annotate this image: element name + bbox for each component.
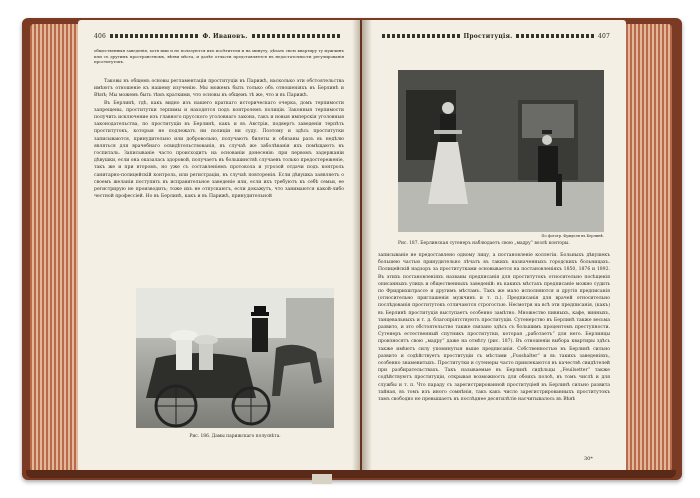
left-running-title: Ф. Ивановъ. bbox=[202, 32, 248, 40]
figure-186-photo bbox=[136, 288, 334, 428]
left-page bbox=[78, 20, 360, 472]
left-body-text bbox=[94, 78, 344, 278]
figure-187-credit: По фотогр. Фриделя въ Берлинѣ. bbox=[541, 234, 604, 238]
carriage-scene-illustration bbox=[136, 288, 334, 428]
ornament-rule bbox=[382, 34, 460, 38]
body-paragraph: Въ Берлинѣ, гдѣ, какъ видно изъ нашего краткаго историческаго очерка, домъ терпимости запрещены, проститутки терпимы и находятся подъ контролемъ полиціи. Законныя терпимости получить исключение изъ главного прусского уголовнаго закона, такъ и новыя имперскія уголовныя законодательства, по проституціи въ Берлинѣ, какъ и въ Австріи, подвергъ заведенія терпѣть проститутокъ, которыя не подлежатъ ни полиціи ни суду. Поэтому и здѣсь проститутки записываются, принудительно или добровольно, получаютъ билеты и обязаны разъ въ недѣлю являться для врачебнаго освидѣтельствованія, въ случаѣ же заболѣванія ихъ помѣщаютъ въ госпиталь. Записываніе часто происходитъ на основаніи донесенія: при первомъ задержаніи дѣвушки, если она оказалась здоровой, получаетъ въ большинствѣ случаевъ только предостереженіе, такъ же и при второмъ, но уже съ составленіемъ протокола и угрозой отдачи подъ контроль санитарно-полицейскій контроль, или регистраціи, въ случаѣ повторенія. Если дѣвушка заявляетъ о своемъ желаніи поступить въ исправительное заведеніе или, если ихъ требуютъ къ себѣ семьи, ее регистрирую не производить; тоже ихъ не отпускаютъ, если докажутъ, что занимаются какой-либо честной профессіей. Но въ Берлинѣ, какъ и въ Парижѣ, принудительной bbox=[94, 100, 344, 200]
body-paragraph: записываніе не предоставлено одному лицу, а постановленіе коллегіи. Больныхъ дѣвушекъ большею частью принудительно лѣчатъ въ такихъ назначенныхъ городскихъ больницахъ. Полицейскій надзоръ за проститутками основывается на постановленіяхъ 1850, 1876 и 1892. Въ этихъ постановленіяхъ названы предписанія для проститутокъ относительно посѣщенія описанныхъ улицъ и общественныхъ заведеній: въ какихъ мѣстахъ предписаніе можно судить по Фридрихштрассе и другимъ мѣстамъ. Такъ же мало исполняются и другія предписанія (относительно приглашенія мужчинъ и т. п.). Предписанія для врачей относительно послѣдованія проститутокъ отличаются строгостью. Несмотря на всѣ эти предписанія, (какъ) въ Берлинѣ проституція выступаетъ особенно замѣтно. Множество пивныхъ, кафе, винныхъ, танцевальныхъ и т. д. благопріятствуютъ проституціи. Сутенерство въ Берлинѣ также весьма развито, и это обстоятельство также связано здѣсь съ большимъ процентомъ преступности. Сутенеръ естественный спутникъ проститутки, которая „работаетъ“ для него. Берлинцы произносятъ свою „мадру“ даже на отмѣту (рис. 187). Въ отношеніи выбора квартиры здѣсь также имѣютъ силу упомянутыя выше предписанія. Собственностью въ Берлинѣ сильно развито и содѣйствуетъ проституціи съ мѣстами „Fusshalter“ и въ такихъ заведеніяхъ, особенно знаменитыхъ. Проститутки и сутенеры часто привлекаются въ качествѣ свидѣтелей при разбирательствахъ. Такъ называемые въ Берлинѣ сидѣльцы „Feuilsetter“ также содѣйствуютъ проституціи, открывая возможность для обоихъ полоѣ, въ томъ числѣ и для службы и т. п. Что параду съ зарегистрированной проституціей въ Берлинѣ сильно развита тайная, въ томъ изъ иного сомнѣнія, такъ какъ число зарегистрированныхъ проститутокъ тамъ свободно не превышаетъ въ послѣднее десятилѣтіе насчитывалось въ Вѣнѣ bbox=[378, 253, 610, 403]
signature-mark: 30* bbox=[584, 456, 593, 462]
left-page-number: 406 bbox=[94, 32, 107, 40]
figure-186-caption: Рис. 186. Дамы парижскаго полусвѣта. bbox=[189, 434, 281, 439]
book-bottom-edge bbox=[26, 470, 676, 478]
right-running-title: Проституція. bbox=[463, 32, 513, 40]
page-edges-right bbox=[620, 24, 672, 472]
right-page-number: 407 bbox=[597, 32, 611, 40]
ornament-rule bbox=[516, 34, 594, 38]
intro-paragraph: общественныя заведенія, хотя ими и не пользуются ихъ посѣтители и на минуту, дѣлать свою квартиру ту мужчинъ или съ другимъ пространствомъ, вѣтви мѣста, и далѣе отчасти представляется въ недостаточности регулированія проститутокъ. bbox=[94, 48, 344, 65]
left-running-head bbox=[94, 30, 344, 42]
right-page bbox=[362, 20, 626, 472]
right-running-head bbox=[378, 30, 610, 42]
bookmark-tag bbox=[312, 474, 332, 484]
figure-187-caption: Рис. 187. Берлинская сутенеръ наблюдаетъ свою „мадру“ возлѣ конторы. bbox=[398, 241, 570, 246]
right-body-text bbox=[378, 252, 610, 452]
street-scene-illustration bbox=[398, 70, 604, 232]
body-paragraph: Таковы въ общемъ основы регламентаціи проституціи въ Парижѣ, насколько эти обстоятельства имѣютъ отношеніе къ нашему изученію. Мы можемъ быть только объ отношеніяхъ въ Берлинѣ и Вѣнѣ; Мы можемъ быть тѣмъ краткими, что основы въ общемъ тѣ же, что и въ Парижѣ. bbox=[94, 79, 344, 99]
left-intro-text bbox=[94, 48, 344, 65]
ornament-rule bbox=[110, 34, 198, 38]
figure-187-photo bbox=[398, 70, 604, 232]
ornament-rule bbox=[252, 34, 340, 38]
